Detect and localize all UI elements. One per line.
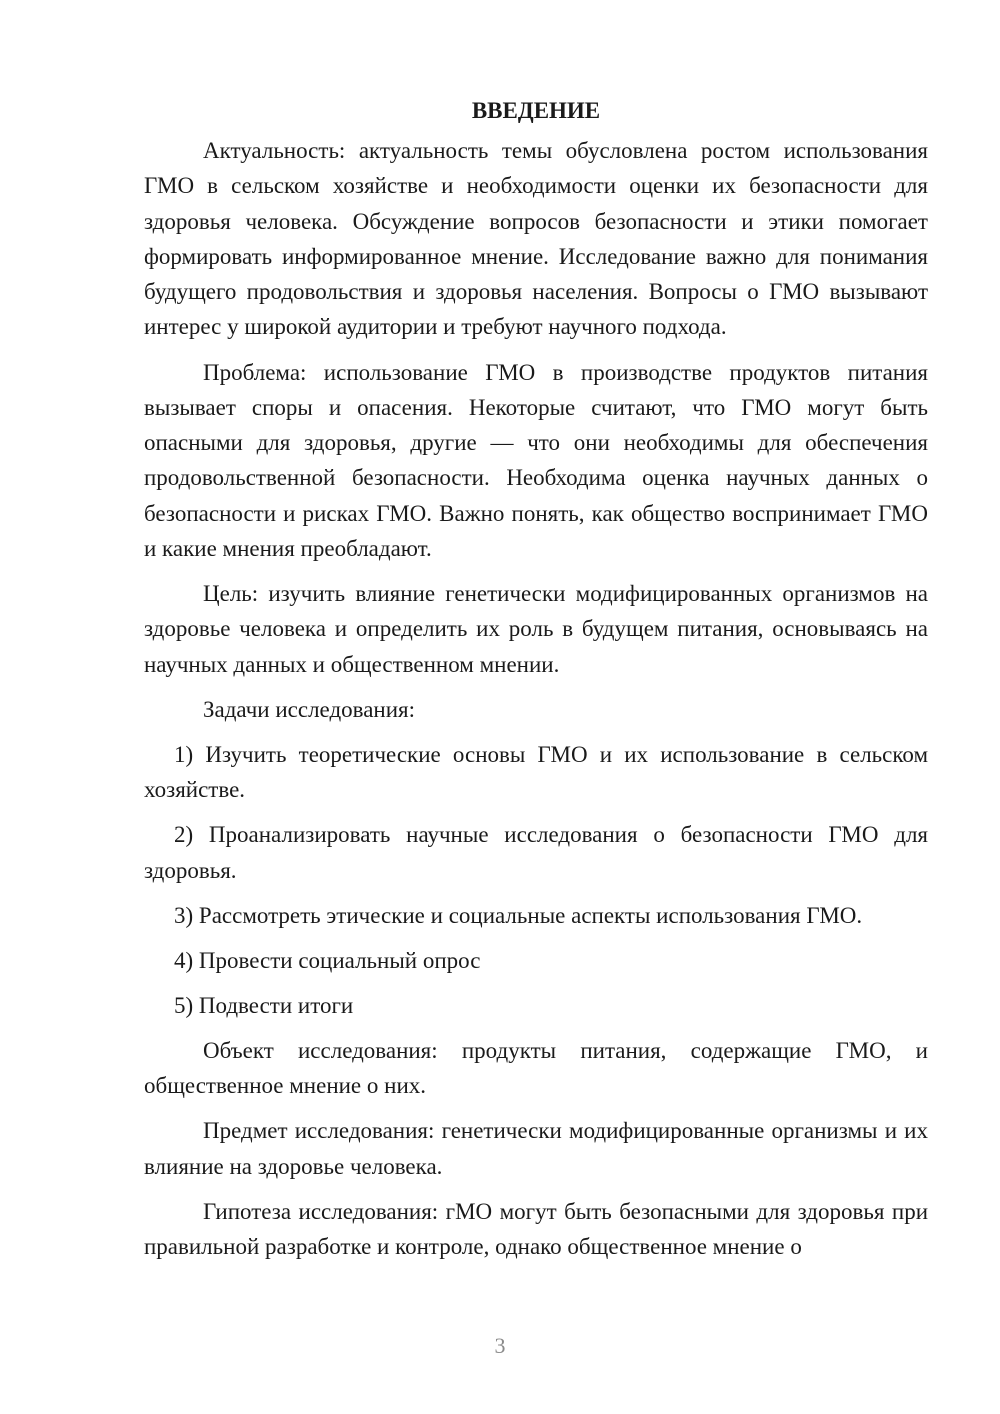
task-item-1: 1) Изучить теоретические основы ГМО и их использование в сельском хозяйстве. <box>144 741 928 803</box>
page-number: 3 <box>494 1333 506 1358</box>
task-item-2: 2) Проанализировать научные исследования о безопасности ГМО для здоровья. <box>144 822 928 883</box>
paragraph-goal: Цель: изучить влияние генетически модифицированных организмов на здоровье человека и определить их роль в будущем питания, основываясь на научных данных и общественном мнении. <box>144 581 928 677</box>
paragraph-subject: Предмет исследования: генетически модифицированные организмы и их влияние на здоровье человека. <box>144 1118 928 1179</box>
paragraph-problem: Проблема: использование ГМО в производстве продуктов питания вызывает споры и опасения. Некоторые считают, что ГМО могут быть опасными для здоровья, другие — что они необходимы для обеспечения продовольственной безопасности. Необходима оценка научных данных о безопасности и рисках ГМО. Важно понять, как общество воспринимает ГМО и какие мнения преобладают. <box>144 359 928 562</box>
paragraph-hypothesis: Гипотеза исследования: гМО могут быть безопасными для здоровья при правильной разработке и контроле, однако общественное мнение о <box>144 1198 928 1260</box>
task-item-3: 3) Рассмотреть этические и социальные аспекты использования ГМО. <box>174 902 863 928</box>
document-body <box>144 93 928 1274</box>
task-item-4: 4) Провести социальный опрос <box>174 947 481 973</box>
task-item-5: 5) Подвести итоги <box>174 992 354 1018</box>
paragraph-relevance: Актуальность: актуальность темы обусловлена ростом использования ГМО в сельском хозяйстве и необходимости оценки их безопасности для здоровья человека. Обсуждение вопросов безопасности и этики помогает формировать информированное мнение. Исследование важно для понимания будущего продовольствия и здоровья населения. Вопросы о ГМО вызывают интерес у широкой аудитории и требуют научного подхода. <box>144 138 928 340</box>
paragraph-object: Объект исследования: продукты питания, содержащие ГМО, и общественное мнение о них. <box>144 1038 928 1099</box>
page-title: ВВЕДЕНИЕ <box>471 98 601 123</box>
paragraph-tasks-heading: Задачи исследования: <box>203 696 416 722</box>
